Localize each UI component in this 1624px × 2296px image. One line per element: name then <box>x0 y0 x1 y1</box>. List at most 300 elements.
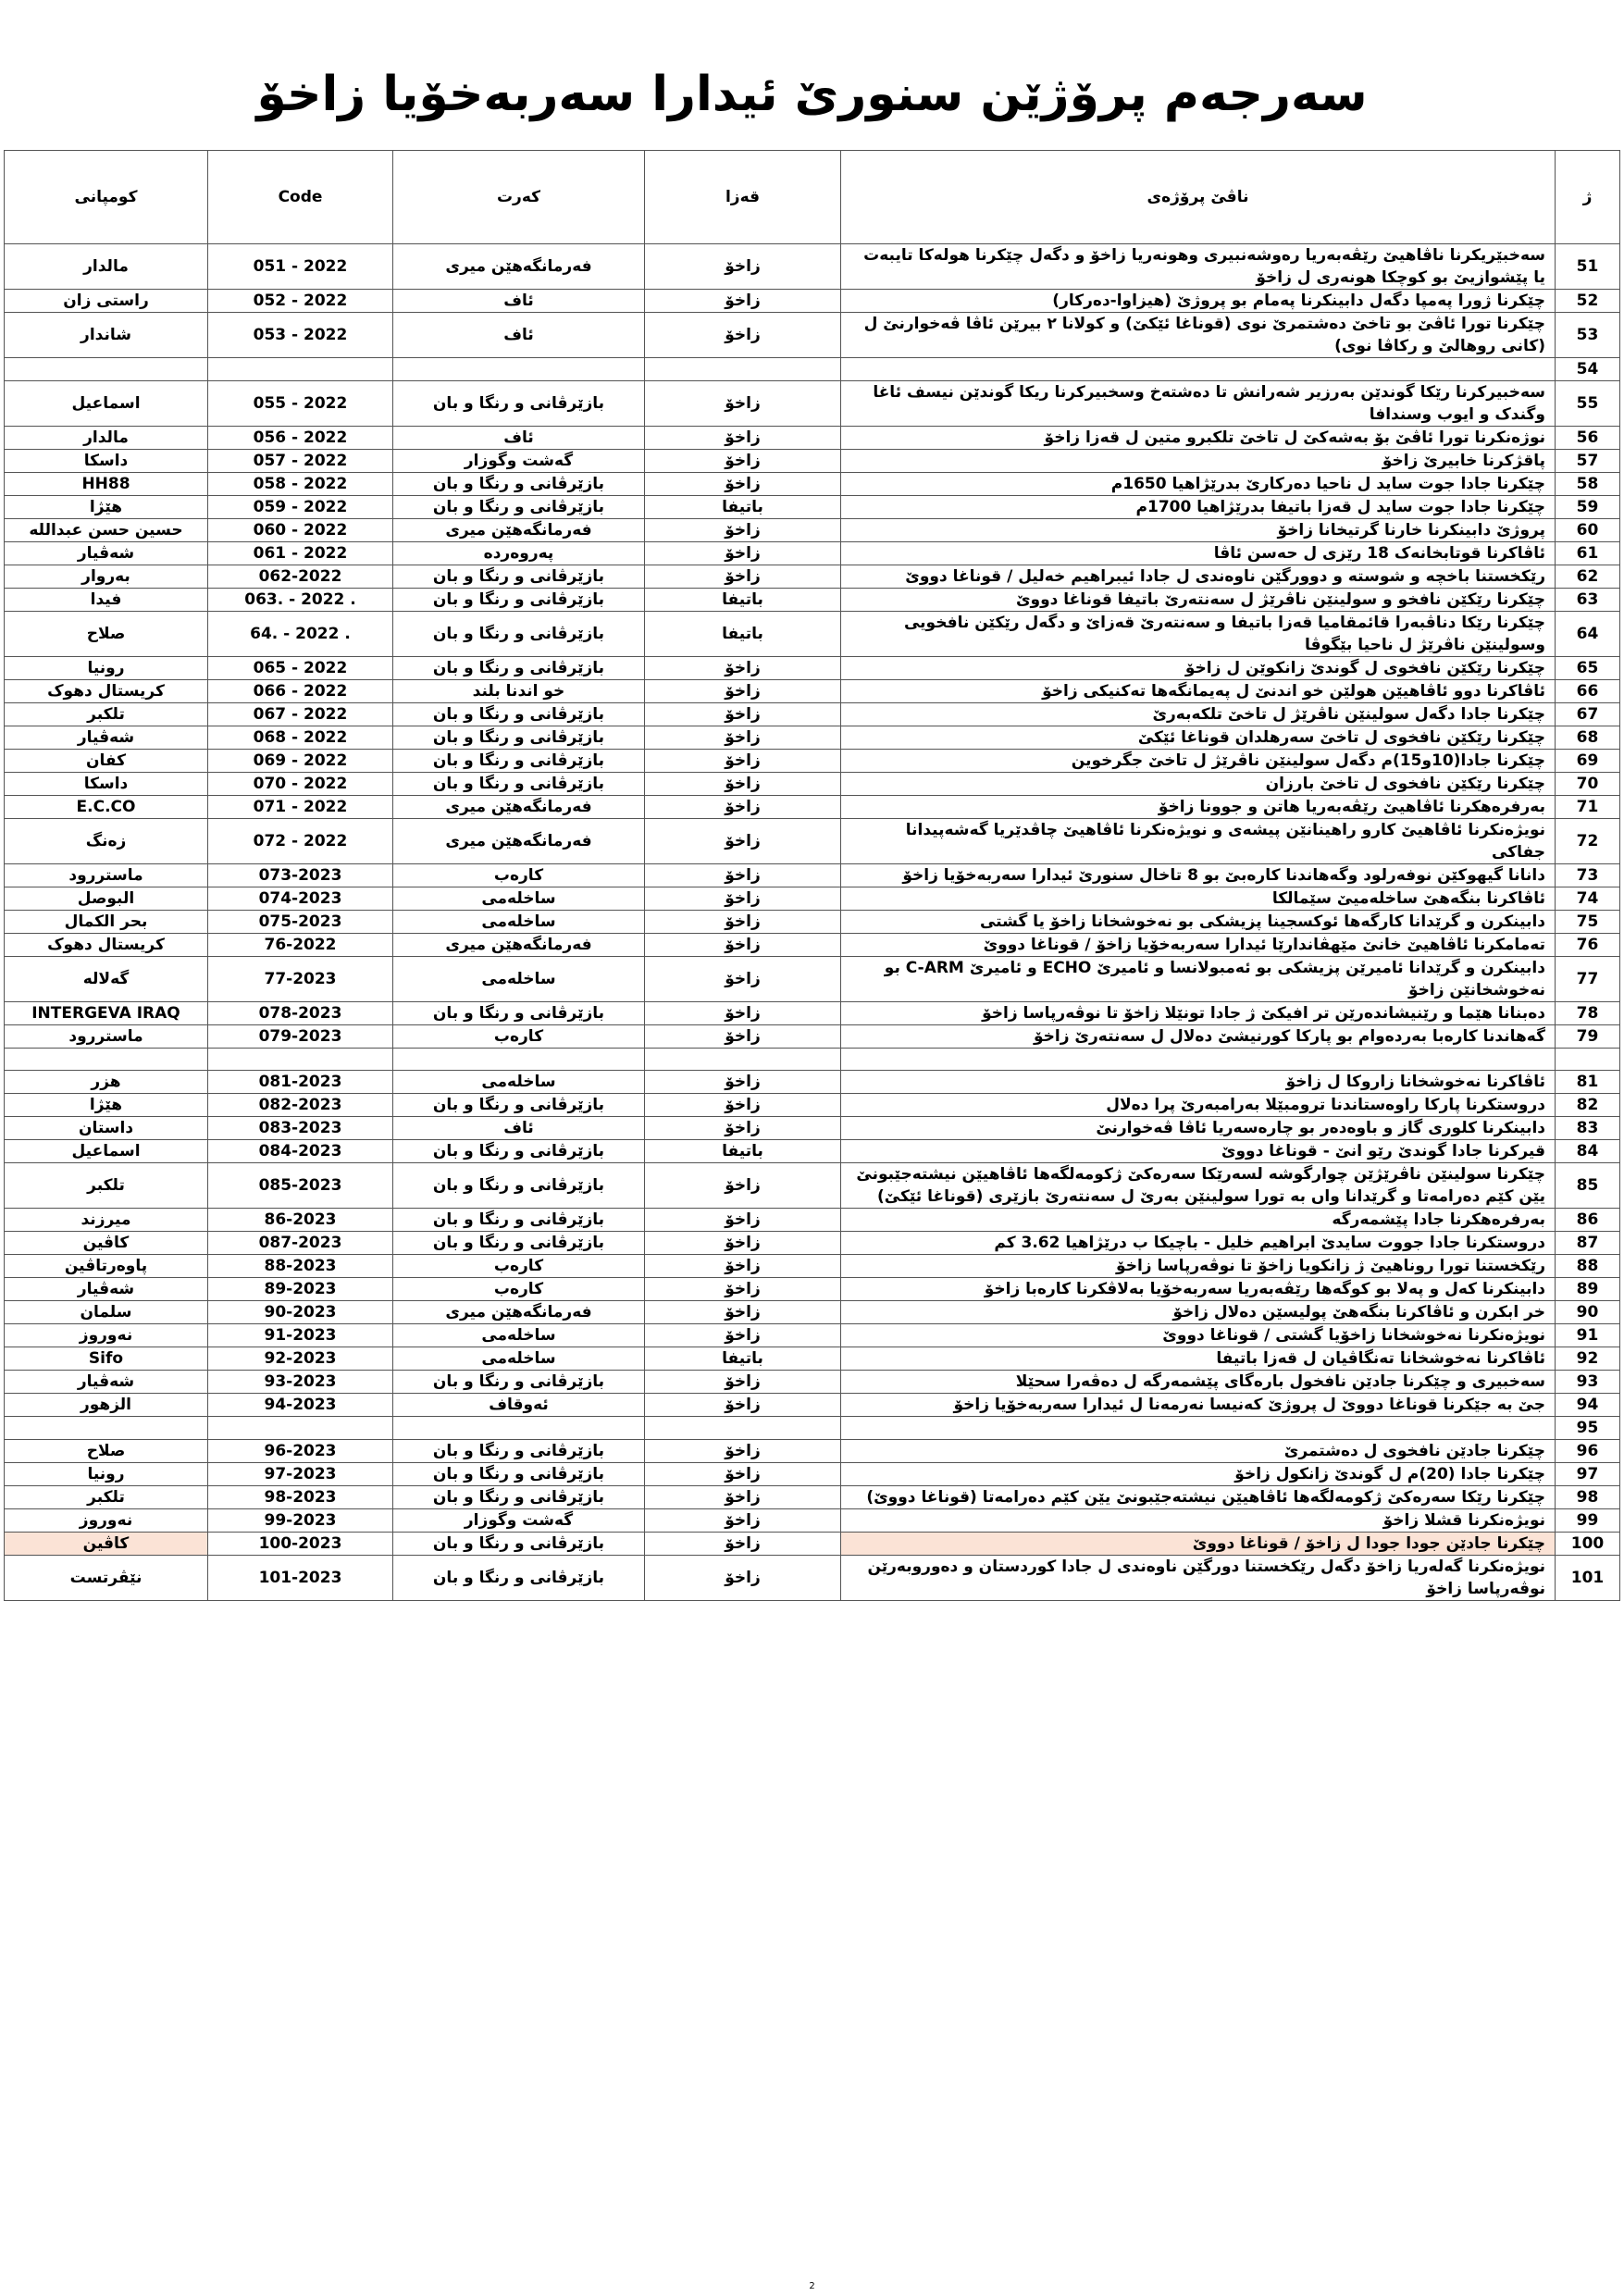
project-code-cell: 072 - 2022 <box>208 819 393 864</box>
project-name-cell: نویژەنکرنا قشلا زاخۆ <box>841 1509 1556 1533</box>
row-number-cell: 83 <box>1556 1117 1620 1140</box>
company-cell: زەنگ <box>5 819 208 864</box>
header-district: قەزا <box>645 151 841 244</box>
project-code-cell: 056 - 2022 <box>208 427 393 450</box>
table-row <box>5 773 1620 796</box>
district-cell <box>645 358 841 381</box>
company-cell: راستی زان <box>5 290 208 313</box>
company-cell: اسماعیل <box>5 1140 208 1163</box>
project-name-cell: بەرفرەهکرنا جادا پێشمەرگە <box>841 1209 1556 1232</box>
row-number-cell: 90 <box>1556 1301 1620 1324</box>
sector-cell: خو اندنا بلند <box>393 680 645 703</box>
project-code-cell: 058 - 2022 <box>208 473 393 496</box>
table-row <box>5 1071 1620 1094</box>
row-number-cell: 69 <box>1556 750 1620 773</box>
table-row <box>5 1509 1620 1533</box>
company-cell: الزهور <box>5 1394 208 1417</box>
table-header-row <box>5 151 1620 244</box>
project-name-cell: چێکرنا رێکێن نافخو و سولینێن ناڤرێژ ل سەنتەرێ باتیفا قوناغا دووێ <box>841 589 1556 612</box>
project-name-cell: پاقژکرنا خابیرێ زاخۆ <box>841 450 1556 473</box>
sector-cell: بازێرڤانی و رنگا و بان <box>393 703 645 726</box>
company-cell: گەلالە <box>5 957 208 1002</box>
project-name-cell: ئاڤاکرنا نەخوشخانا تەنگاڤیان ل قەزا باتیفا <box>841 1347 1556 1371</box>
project-name-cell: ئاڤاکرنا بنگەهێ ساخلەمیێ سێمالکا <box>841 887 1556 911</box>
project-name-cell: دابینکرنا کلوری گاز و باوەدەر بو چارەسەریا ئاڤا ڤەخوارنێ <box>841 1117 1556 1140</box>
project-code-cell: 070 - 2022 <box>208 773 393 796</box>
table-row <box>5 864 1620 887</box>
table-row <box>5 1301 1620 1324</box>
project-code-cell <box>208 358 393 381</box>
project-name-cell: چێکرنا رێکێن نافخوی ل گوندێ زانکوێن ل زاخۆ <box>841 657 1556 680</box>
row-number-cell: 89 <box>1556 1278 1620 1301</box>
row-number-cell: 60 <box>1556 519 1620 542</box>
project-name-cell: قیرکرنا جادا گوندێ رێو انێ - قوناغا دووێ <box>841 1140 1556 1163</box>
project-name-cell: رێکخستنا باخچە و شوستە و دوورگێن ناوەندی ل جادا ئیبراهیم خەلیل / قوناغا دووێ <box>841 565 1556 589</box>
row-number-cell: 87 <box>1556 1232 1620 1255</box>
sector-cell: کارەب <box>393 1278 645 1301</box>
project-name-cell: نویژەنکرنا ئاڤاهیێ کارو راهینانێن پیشەی و نویژەنکرنا ئاڤاهیێ چاڤدێریا گەشەپیدانا جفاکی <box>841 819 1556 864</box>
company-cell: E.C.CO <box>5 796 208 819</box>
sector-cell: ساخلەمی <box>393 957 645 1002</box>
project-name-cell: چێکرنا رێکێن نافخوی ل تاخێ سەرهلدان قوناغا ئێکێ <box>841 726 1556 750</box>
project-name-cell: چێکرنا جادا جوت ساید ل قەزا باتیفا بدرێژاهیا 1700م <box>841 496 1556 519</box>
table-row <box>5 750 1620 773</box>
sector-cell: فەرمانگەهێن میری <box>393 934 645 957</box>
table-row <box>5 1025 1620 1049</box>
sector-cell: گەشت وگوزار <box>393 1509 645 1533</box>
project-code-cell: 068 - 2022 <box>208 726 393 750</box>
sector-cell: بازێرڤانی و رنگا و بان <box>393 1232 645 1255</box>
district-cell: زاخۆ <box>645 887 841 911</box>
project-code-cell: 89-2023 <box>208 1278 393 1301</box>
district-cell: زاخۆ <box>645 957 841 1002</box>
row-number-cell: 73 <box>1556 864 1620 887</box>
row-number-cell: 57 <box>1556 450 1620 473</box>
district-cell: باتیفا <box>645 1140 841 1163</box>
sector-cell: ئەوقاف <box>393 1394 645 1417</box>
project-code-cell: 066 - 2022 <box>208 680 393 703</box>
company-cell: تلکبر <box>5 1486 208 1509</box>
sector-cell: فەرمانگەهێن میری <box>393 244 645 290</box>
company-cell: حسین حسن عبدالله <box>5 519 208 542</box>
project-code-cell: 101-2023 <box>208 1556 393 1601</box>
project-code-cell: 069 - 2022 <box>208 750 393 773</box>
project-name-cell: چێکرنا جادا(10و15)م دگەل سولینێن ناڤرێژ ل تاخێ جگرخوین <box>841 750 1556 773</box>
row-number-cell: 52 <box>1556 290 1620 313</box>
sector-cell: بازێرڤانی و رنگا و بان <box>393 1140 645 1163</box>
project-name-cell: چێکرنا جادێن نافخوی ل دەشتمرێ <box>841 1440 1556 1463</box>
company-cell: پاوەرتاڤین <box>5 1255 208 1278</box>
project-name-cell: ئاڤاکرنا نەخوشخانا زاروکا ل زاخۆ <box>841 1071 1556 1094</box>
sector-cell: کارەب <box>393 1025 645 1049</box>
district-cell: زاخۆ <box>645 911 841 934</box>
district-cell: زاخۆ <box>645 773 841 796</box>
row-number-cell: 70 <box>1556 773 1620 796</box>
project-code-cell: 99-2023 <box>208 1509 393 1533</box>
table-row <box>5 1394 1620 1417</box>
project-name-cell: نویژەنکرنا نەخوشخانا زاخۆیا گشتی / قوناغا دووێ <box>841 1324 1556 1347</box>
district-cell: زاخۆ <box>645 1094 841 1117</box>
district-cell: زاخۆ <box>645 1394 841 1417</box>
district-cell <box>645 1049 841 1071</box>
project-name-cell: تەمامکرنا ئاڤاهیێ خانێ مێهڤاندارێا ئیدارا سەربەخۆیا زاخۆ / قوناغا دووێ <box>841 934 1556 957</box>
header-project-name: ناڤێ پرۆژەی <box>841 151 1556 244</box>
row-number-cell: 82 <box>1556 1094 1620 1117</box>
row-number-cell: 62 <box>1556 565 1620 589</box>
table-row <box>5 290 1620 313</box>
company-cell: تلکبر <box>5 703 208 726</box>
company-cell: کریستال دهوک <box>5 934 208 957</box>
table-row <box>5 703 1620 726</box>
project-code-cell: 053 - 2022 <box>208 313 393 358</box>
project-code-cell: 92-2023 <box>208 1347 393 1371</box>
project-code-cell: 77-2023 <box>208 957 393 1002</box>
project-name-cell: دروستکرنا پارکا راوەستاندنا ترومبێلا بەرامبەرێ پرا دەلال <box>841 1094 1556 1117</box>
project-code-cell <box>208 1049 393 1071</box>
district-cell: زاخۆ <box>645 1255 841 1278</box>
page-number: 2 <box>809 2281 815 2291</box>
company-cell <box>5 1417 208 1440</box>
sector-cell: فەرمانگەهێن میری <box>393 1301 645 1324</box>
row-number-cell: 86 <box>1556 1209 1620 1232</box>
company-cell: کاڤین <box>5 1533 208 1556</box>
sector-cell: بازێرڤانی و رنگا و بان <box>393 1163 645 1209</box>
table-row <box>5 565 1620 589</box>
company-cell: هێژا <box>5 1094 208 1117</box>
company-cell <box>5 358 208 381</box>
project-code-cell: 073-2023 <box>208 864 393 887</box>
project-code-cell: 051 - 2022 <box>208 244 393 290</box>
table-row <box>5 612 1620 657</box>
sector-cell: فەرمانگەهێن میری <box>393 796 645 819</box>
district-cell: زاخۆ <box>645 1324 841 1347</box>
row-number-cell: 68 <box>1556 726 1620 750</box>
sector-cell: ئاف <box>393 313 645 358</box>
district-cell: زاخۆ <box>645 934 841 957</box>
company-cell: شەڤیار <box>5 1371 208 1394</box>
district-cell: زاخۆ <box>645 1301 841 1324</box>
row-number-cell: 94 <box>1556 1394 1620 1417</box>
project-code-cell: 76-2022 <box>208 934 393 957</box>
project-code-cell: 087-2023 <box>208 1232 393 1255</box>
sector-cell: ساخلەمی <box>393 911 645 934</box>
company-cell: نەوروز <box>5 1324 208 1347</box>
table-row <box>5 1255 1620 1278</box>
project-code-cell: 86-2023 <box>208 1209 393 1232</box>
district-cell: زاخۆ <box>645 1440 841 1463</box>
project-name-cell: چێکرنا جادا (20)م ل گوندێ زانکول زاخۆ <box>841 1463 1556 1486</box>
district-cell: زاخۆ <box>645 565 841 589</box>
company-cell: میرزند <box>5 1209 208 1232</box>
table-row <box>5 1556 1620 1601</box>
company-cell: Sifo <box>5 1347 208 1371</box>
sector-cell: کارەب <box>393 864 645 887</box>
sector-cell: بازێرڤانی و رنگا و بان <box>393 1533 645 1556</box>
project-code-cell: 067 - 2022 <box>208 703 393 726</box>
district-cell: زاخۆ <box>645 1556 841 1601</box>
table-row <box>5 1163 1620 1209</box>
company-cell: سلمان <box>5 1301 208 1324</box>
project-name-cell: رێکخستنا تورا روناهیێ ژ زانکویا زاخۆ تا نوڤەرپاسا زاخۆ <box>841 1255 1556 1278</box>
project-code-cell: 059 - 2022 <box>208 496 393 519</box>
project-code-cell: 082-2023 <box>208 1094 393 1117</box>
sector-cell: ئاف <box>393 290 645 313</box>
company-cell: تلکبر <box>5 1163 208 1209</box>
project-name-cell: چێکرنا رێکێن نافخوی ل تاخێ بارزان <box>841 773 1556 796</box>
company-cell: INTERGEVA IRAQ <box>5 1002 208 1025</box>
company-cell: رونیا <box>5 657 208 680</box>
district-cell: زاخۆ <box>645 473 841 496</box>
row-number-cell: 91 <box>1556 1324 1620 1347</box>
row-number-cell: 63 <box>1556 589 1620 612</box>
table-row <box>5 1278 1620 1301</box>
row-number-cell: 67 <box>1556 703 1620 726</box>
project-code-cell: 083-2023 <box>208 1117 393 1140</box>
project-code-cell: 081-2023 <box>208 1071 393 1094</box>
company-cell: نەوروز <box>5 1509 208 1533</box>
project-code-cell: 97-2023 <box>208 1463 393 1486</box>
table-row <box>5 957 1620 1002</box>
table-row <box>5 589 1620 612</box>
row-number-cell: 98 <box>1556 1486 1620 1509</box>
district-cell: باتیفا <box>645 1347 841 1371</box>
project-name-cell: دەبنانا هێما و رێنیشاندەرێن تر افیکێ ژ جادا تونێلا زاخۆ تا نوڤەرپاسا زاخۆ <box>841 1002 1556 1025</box>
sector-cell: ساخلەمی <box>393 1347 645 1371</box>
company-cell: اسماعیل <box>5 381 208 427</box>
sector-cell: بازێرڤانی و رنگا و بان <box>393 1002 645 1025</box>
sector-cell: بازێرڤانی و رنگا و بان <box>393 657 645 680</box>
table-row <box>5 473 1620 496</box>
project-name-cell: ئاڤاکرنا قوتابخانەک 18 رێزی ل حەسن ئاڤا <box>841 542 1556 565</box>
sector-cell: بازێرڤانی و رنگا و بان <box>393 1209 645 1232</box>
project-code-cell: 062-2022 <box>208 565 393 589</box>
row-number-cell: 101 <box>1556 1556 1620 1601</box>
row-number-cell: 53 <box>1556 313 1620 358</box>
project-name-cell: جێ بە جێکرنا قوناغا دووێ ل پروژێ کەنیسا نەرمەنا ل ئیدارا سەربەخۆیا زاخۆ <box>841 1394 1556 1417</box>
company-cell: هێژا <box>5 496 208 519</box>
table-row <box>5 313 1620 358</box>
district-cell <box>645 1417 841 1440</box>
project-code-cell: 052 - 2022 <box>208 290 393 313</box>
project-name-cell: دروستکرنا جادا جووت سایدێ ابراهیم خلیل - باچیکا ب درێژاهیا 3.62 کم <box>841 1232 1556 1255</box>
project-name-cell: پروژێ دابینکرنا خارنا گرتیخانا زاخۆ <box>841 519 1556 542</box>
sector-cell: ئاف <box>393 1117 645 1140</box>
company-cell: البوصل <box>5 887 208 911</box>
table-row <box>5 542 1620 565</box>
row-number-cell: 97 <box>1556 1463 1620 1486</box>
company-cell: هزر <box>5 1071 208 1094</box>
district-cell: زاخۆ <box>645 680 841 703</box>
row-number-cell: 85 <box>1556 1163 1620 1209</box>
district-cell: زاخۆ <box>645 1163 841 1209</box>
company-cell: کریستال دهوک <box>5 680 208 703</box>
table-row <box>5 358 1620 381</box>
sector-cell: بازێرڤانی و رنگا و بان <box>393 1440 645 1463</box>
project-code-cell: 075-2023 <box>208 911 393 934</box>
table-row <box>5 450 1620 473</box>
projects-table <box>4 150 1620 1601</box>
table-row <box>5 244 1620 290</box>
table-row <box>5 1002 1620 1025</box>
company-cell: ماستررود <box>5 864 208 887</box>
sector-cell: ئاف <box>393 427 645 450</box>
table-row <box>5 887 1620 911</box>
sector-cell: بازێرڤانی و رنگا و بان <box>393 612 645 657</box>
district-cell: زاخۆ <box>645 313 841 358</box>
project-code-cell: 90-2023 <box>208 1301 393 1324</box>
row-number-cell: 72 <box>1556 819 1620 864</box>
company-cell: کاڤین <box>5 1232 208 1255</box>
row-number-cell: 56 <box>1556 427 1620 450</box>
sector-cell: پەروەردە <box>393 542 645 565</box>
company-cell: شەڤیار <box>5 1278 208 1301</box>
table-body <box>5 244 1620 1601</box>
row-number-cell: 77 <box>1556 957 1620 1002</box>
project-name-cell: نویژەنکرنا گەلەریا زاخۆ دگەل رێکخستنا دورگێن ناوەندی ل جادا کوردستان و دەوروبەرێن نوڤەرپاسا زاخۆ <box>841 1556 1556 1601</box>
project-name-cell: ئاڤاکرنا دوو ئاڤاهیێن هولێن خو اندنێ ل پەیمانگەها تەکنیکی زاخۆ <box>841 680 1556 703</box>
company-cell: شەڤیار <box>5 542 208 565</box>
row-number-cell: 51 <box>1556 244 1620 290</box>
project-code-cell: 074-2023 <box>208 887 393 911</box>
table-row <box>5 1232 1620 1255</box>
company-cell: ماستررود <box>5 1025 208 1049</box>
district-cell: زاخۆ <box>645 1463 841 1486</box>
row-number-cell: 84 <box>1556 1140 1620 1163</box>
row-number-cell: 95 <box>1556 1417 1620 1440</box>
project-name-cell: سەخبێریکرنا ناڤاهیێ رێڤەبەریا رەوشەنبیری وهونەریا زاخۆ و دگەل چێکرنا هولەکا تایبەت یا پێشوازیێ بو کوچکا هونەری ل زاخۆ <box>841 244 1556 290</box>
table-row <box>5 1463 1620 1486</box>
company-cell: بەروار <box>5 565 208 589</box>
sector-cell: بازێرڤانی و رنگا و بان <box>393 565 645 589</box>
table-row <box>5 1094 1620 1117</box>
project-code-cell: 94-2023 <box>208 1394 393 1417</box>
table-row <box>5 427 1620 450</box>
project-code-cell: 96-2023 <box>208 1440 393 1463</box>
company-cell: شەڤیار <box>5 726 208 750</box>
row-number-cell: 78 <box>1556 1002 1620 1025</box>
table-row <box>5 496 1620 519</box>
project-code-cell: 88-2023 <box>208 1255 393 1278</box>
table-row <box>5 657 1620 680</box>
district-cell: زاخۆ <box>645 1371 841 1394</box>
project-code-cell: 64. - 2022 . <box>208 612 393 657</box>
company-cell: مالدار <box>5 244 208 290</box>
row-number-cell: 92 <box>1556 1347 1620 1371</box>
table-row <box>5 519 1620 542</box>
company-cell: مالدار <box>5 427 208 450</box>
page-title: سەرجەم پرۆژێن سنورێ ئیدارا سەربەخۆیا زاخۆ <box>256 67 1368 122</box>
project-name-cell: چێکرنا رێکا سەرەکێ ژکومەلگەها ئاڤاهیێن نیشتەجێبونێ یێن کێم دەرامەتا (قوناغا دووێ) <box>841 1486 1556 1509</box>
project-name-cell: دابینکرن و گرێدانا ئامیرێن پزیشکی بو ئەمبولانسا و ئامیرێ ECHO و ئامیرێ C-ARM بو نەخوشخانێن زاخۆ <box>841 957 1556 1002</box>
project-name-cell: چێکرنا ژورا پەمپا دگەل دابینکرنا پەمام بو پروژێ (هیزاوا-دەرکار) <box>841 290 1556 313</box>
project-name-cell: نوژەنکرنا تورا ئاڤێ بۆ بەشەکێ ل تاخێ تلکبرو متین ل قەزا زاخۆ <box>841 427 1556 450</box>
project-name-cell <box>841 358 1556 381</box>
project-code-cell: 078-2023 <box>208 1002 393 1025</box>
project-code-cell: 065 - 2022 <box>208 657 393 680</box>
project-name-cell: دانانا گیهوکێن نوفەرلود وگەهاندنا کارەبێ بو 8 تاخال سنورێ ئیدارا سەربەخۆیا زاخۆ <box>841 864 1556 887</box>
row-number-cell: 66 <box>1556 680 1620 703</box>
project-code-cell: 085-2023 <box>208 1163 393 1209</box>
row-number-cell: 93 <box>1556 1371 1620 1394</box>
district-cell: زاخۆ <box>645 1209 841 1232</box>
header-company: کومپانی <box>5 151 208 244</box>
project-name-cell: گەهاندنا کارەبا بەردەوام بو پارکا کورنیشێ دەلال ل سەنتەرێ زاخۆ <box>841 1025 1556 1049</box>
company-cell <box>5 1049 208 1071</box>
project-name-cell: چێکرنا جادا دگەل سولینێن ناڤرێژ ل تاخێ تلکەبەرێ <box>841 703 1556 726</box>
sector-cell: فەرمانگەهێن میری <box>393 819 645 864</box>
row-number-cell: 71 <box>1556 796 1620 819</box>
row-number-cell: 58 <box>1556 473 1620 496</box>
table-row <box>5 1440 1620 1463</box>
table-row <box>5 1533 1620 1556</box>
district-cell: زاخۆ <box>645 542 841 565</box>
sector-cell: بازێرڤانی و رنگا و بان <box>393 496 645 519</box>
district-cell: زاخۆ <box>645 290 841 313</box>
sector-cell: ساخلەمی <box>393 887 645 911</box>
district-cell: زاخۆ <box>645 750 841 773</box>
project-name-cell: دابینکرن و گرێدانا کارگەها ئوکسجینا پزیشکی بو نەخوشخانا زاخۆ یا گشتی <box>841 911 1556 934</box>
district-cell: زاخۆ <box>645 1278 841 1301</box>
project-code-cell: 100-2023 <box>208 1533 393 1556</box>
sector-cell: بازێرڤانی و رنگا و بان <box>393 381 645 427</box>
table-row <box>5 911 1620 934</box>
sector-cell: بازێرڤانی و رنگا و بان <box>393 1463 645 1486</box>
project-name-cell: بەرفرەهکرنا ئاڤاهیێ رێڤەبەریا هاتن و جوونا زاخۆ <box>841 796 1556 819</box>
district-cell: زاخۆ <box>645 1025 841 1049</box>
project-name-cell <box>841 1049 1556 1071</box>
project-code-cell: 084-2023 <box>208 1140 393 1163</box>
row-number-cell: 75 <box>1556 911 1620 934</box>
sector-cell: بازێرڤانی و رنگا و بان <box>393 750 645 773</box>
project-code-cell: 063. - 2022 . <box>208 589 393 612</box>
row-number-cell: 54 <box>1556 358 1620 381</box>
table-row <box>5 1347 1620 1371</box>
table-row <box>5 1209 1620 1232</box>
district-cell: زاخۆ <box>645 1232 841 1255</box>
district-cell: باتیفا <box>645 496 841 519</box>
project-code-cell: 061 - 2022 <box>208 542 393 565</box>
project-name-cell: سەخبیری و چێکرنا جادێن نافخول بارەگای پێشمەرگە ل دەڤەرا سحێلا <box>841 1371 1556 1394</box>
project-code-cell: 93-2023 <box>208 1371 393 1394</box>
district-cell: زاخۆ <box>645 1486 841 1509</box>
company-cell: HH88 <box>5 473 208 496</box>
table-row <box>5 1417 1620 1440</box>
table-row <box>5 1324 1620 1347</box>
district-cell: زاخۆ <box>645 1002 841 1025</box>
row-number-cell: 99 <box>1556 1509 1620 1533</box>
row-number-cell: 81 <box>1556 1071 1620 1094</box>
company-cell: صلاح <box>5 612 208 657</box>
district-cell: زاخۆ <box>645 864 841 887</box>
row-number-cell: 74 <box>1556 887 1620 911</box>
table-row <box>5 381 1620 427</box>
row-number-cell: 55 <box>1556 381 1620 427</box>
company-cell: کفان <box>5 750 208 773</box>
sector-cell <box>393 1417 645 1440</box>
district-cell: زاخۆ <box>645 703 841 726</box>
district-cell: زاخۆ <box>645 450 841 473</box>
project-code-cell: 079-2023 <box>208 1025 393 1049</box>
table-row <box>5 680 1620 703</box>
row-number-cell: 88 <box>1556 1255 1620 1278</box>
sector-cell: کارەب <box>393 1255 645 1278</box>
row-number-cell: 100 <box>1556 1533 1620 1556</box>
district-cell: زاخۆ <box>645 796 841 819</box>
district-cell: زاخۆ <box>645 1117 841 1140</box>
sector-cell: بازێرڤانی و رنگا و بان <box>393 1371 645 1394</box>
row-number-cell: 65 <box>1556 657 1620 680</box>
sector-cell: بازێرڤانی و رنگا و بان <box>393 1556 645 1601</box>
